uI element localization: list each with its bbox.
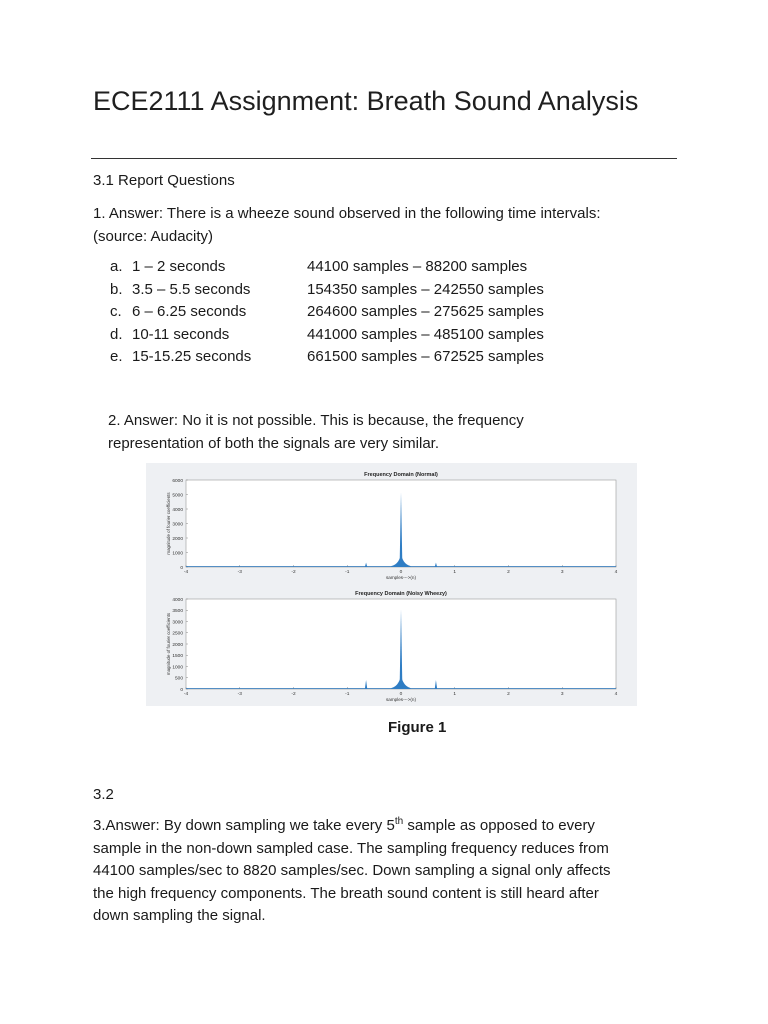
x-tick-label: 1 — [453, 570, 457, 575]
interval-time: 3.5 – 5.5 seconds — [132, 280, 251, 298]
x-tick-label: 3 — [560, 692, 564, 697]
interval-time: 6 – 6.25 seconds — [132, 303, 247, 321]
ordinal-suffix: th — [394, 816, 404, 827]
x-tick-label: 4 — [614, 570, 618, 575]
x-tick-label: -4 — [183, 692, 189, 697]
y-tick-label: 4000 — [172, 507, 183, 513]
y-tick-label: 3500 — [172, 609, 183, 615]
answer-3-line-5: down sampling the signal. — [93, 907, 266, 924]
chart-title: Frequency Domain (Normal) — [364, 472, 438, 478]
y-tick-label: 3000 — [172, 620, 183, 626]
y-tick-label: 1000 — [172, 551, 183, 557]
y-tick-label: 6000 — [172, 478, 183, 484]
interval-samples: 661500 samples – 672525 samples — [307, 348, 544, 366]
answer-3-line-1 — [93, 815, 611, 838]
x-tick-label: 1 — [453, 692, 457, 697]
interval-time: 15-15.25 seconds — [132, 348, 252, 366]
figure-1 — [146, 463, 637, 706]
y-axis-label: magnitude of fourier coefficients — [166, 612, 171, 676]
interval-time: 1 – 2 seconds — [132, 258, 226, 275]
list-marker: e. — [110, 348, 123, 366]
x-tick-label: 4 — [614, 692, 618, 697]
answer-3-line-4: the high frequency components. The breath sound content is still heard after — [93, 884, 599, 902]
interval-samples: 264600 samples – 275625 samples — [307, 303, 544, 321]
y-tick-label: 2000 — [172, 642, 183, 648]
x-axis-label: samples--->(n) — [386, 697, 416, 702]
y-tick-label: 0 — [180, 565, 183, 571]
x-axis-label: samples--->(n) — [386, 575, 416, 580]
x-tick-label: 3 — [560, 570, 564, 575]
x-tick-label: 0 — [399, 570, 403, 575]
x-tick-label: 2 — [507, 692, 510, 697]
y-tick-label: 1500 — [172, 654, 183, 660]
list-marker: c. — [110, 303, 122, 321]
y-tick-label: 5000 — [172, 493, 183, 499]
answer-3-line-1-post: sample as opposed to every — [403, 817, 595, 834]
y-tick-label: 500 — [174, 676, 183, 682]
page-title: ECE2111 Assignment: Breath Sound Analysis — [93, 86, 639, 116]
x-tick-label: -3 — [237, 570, 242, 575]
chart-title: Frequency Domain (Noisy Wheezy) — [355, 591, 447, 597]
y-tick-label: 2000 — [172, 536, 183, 542]
x-tick-label: 0 — [399, 692, 403, 697]
x-tick-label: -2 — [291, 692, 296, 697]
interval-samples: 441000 samples – 485100 samples — [307, 325, 544, 343]
answer-2-line-2: representation of both the signals are very similar. — [108, 434, 440, 452]
y-tick-label: 0 — [180, 687, 183, 693]
answer-2 — [108, 410, 524, 455]
x-tick-label: -2 — [291, 570, 296, 575]
answer-1-line-2: (source: Audacity) — [93, 227, 214, 245]
figure-caption: Figure 1 — [388, 719, 447, 736]
interval-samples: 154350 samples – 242550 samples — [307, 280, 544, 298]
answer-3-line-1-pre: 3.Answer: By down sampling we take every 5 — [93, 817, 395, 834]
title-divider — [91, 158, 677, 159]
answer-3-line-3: 44100 samples/sec to 8820 samples/sec. Down sampling a signal only affects — [93, 862, 611, 879]
interval-time: 10-11 seconds — [132, 325, 230, 343]
x-tick-label: -1 — [345, 570, 350, 575]
x-tick-label: -3 — [237, 692, 242, 697]
section-heading-3-2: 3.2 — [93, 786, 114, 803]
y-tick-label: 2500 — [172, 631, 183, 637]
answer-3-line-2: sample in the non-down sampled case. The sampling frequency reduces from — [93, 839, 609, 857]
frequency-domain-plots — [146, 463, 637, 706]
list-marker: b. — [110, 280, 123, 298]
answer-1 — [93, 203, 601, 248]
y-tick-label: 1000 — [172, 665, 183, 671]
x-tick-label: 2 — [507, 570, 510, 575]
interval-samples: 44100 samples – 88200 samples — [307, 258, 528, 275]
y-tick-label: 4000 — [172, 597, 183, 603]
x-tick-label: -4 — [183, 570, 189, 575]
y-axis-label: magnitude of fourier coefficients — [166, 492, 171, 555]
answer-1-line-1: 1. Answer: There is a wheeze sound observed in the following time intervals: — [93, 205, 601, 222]
y-tick-label: 3000 — [172, 522, 183, 528]
list-marker: d. — [110, 325, 123, 343]
section-heading-3-1: 3.1 Report Questions — [93, 172, 235, 189]
answer-3 — [93, 815, 611, 928]
x-tick-label: -1 — [345, 692, 350, 697]
list-marker: a. — [110, 258, 123, 275]
answer-2-line-1: 2. Answer: No it is not possible. This is because, the frequency — [108, 412, 524, 429]
